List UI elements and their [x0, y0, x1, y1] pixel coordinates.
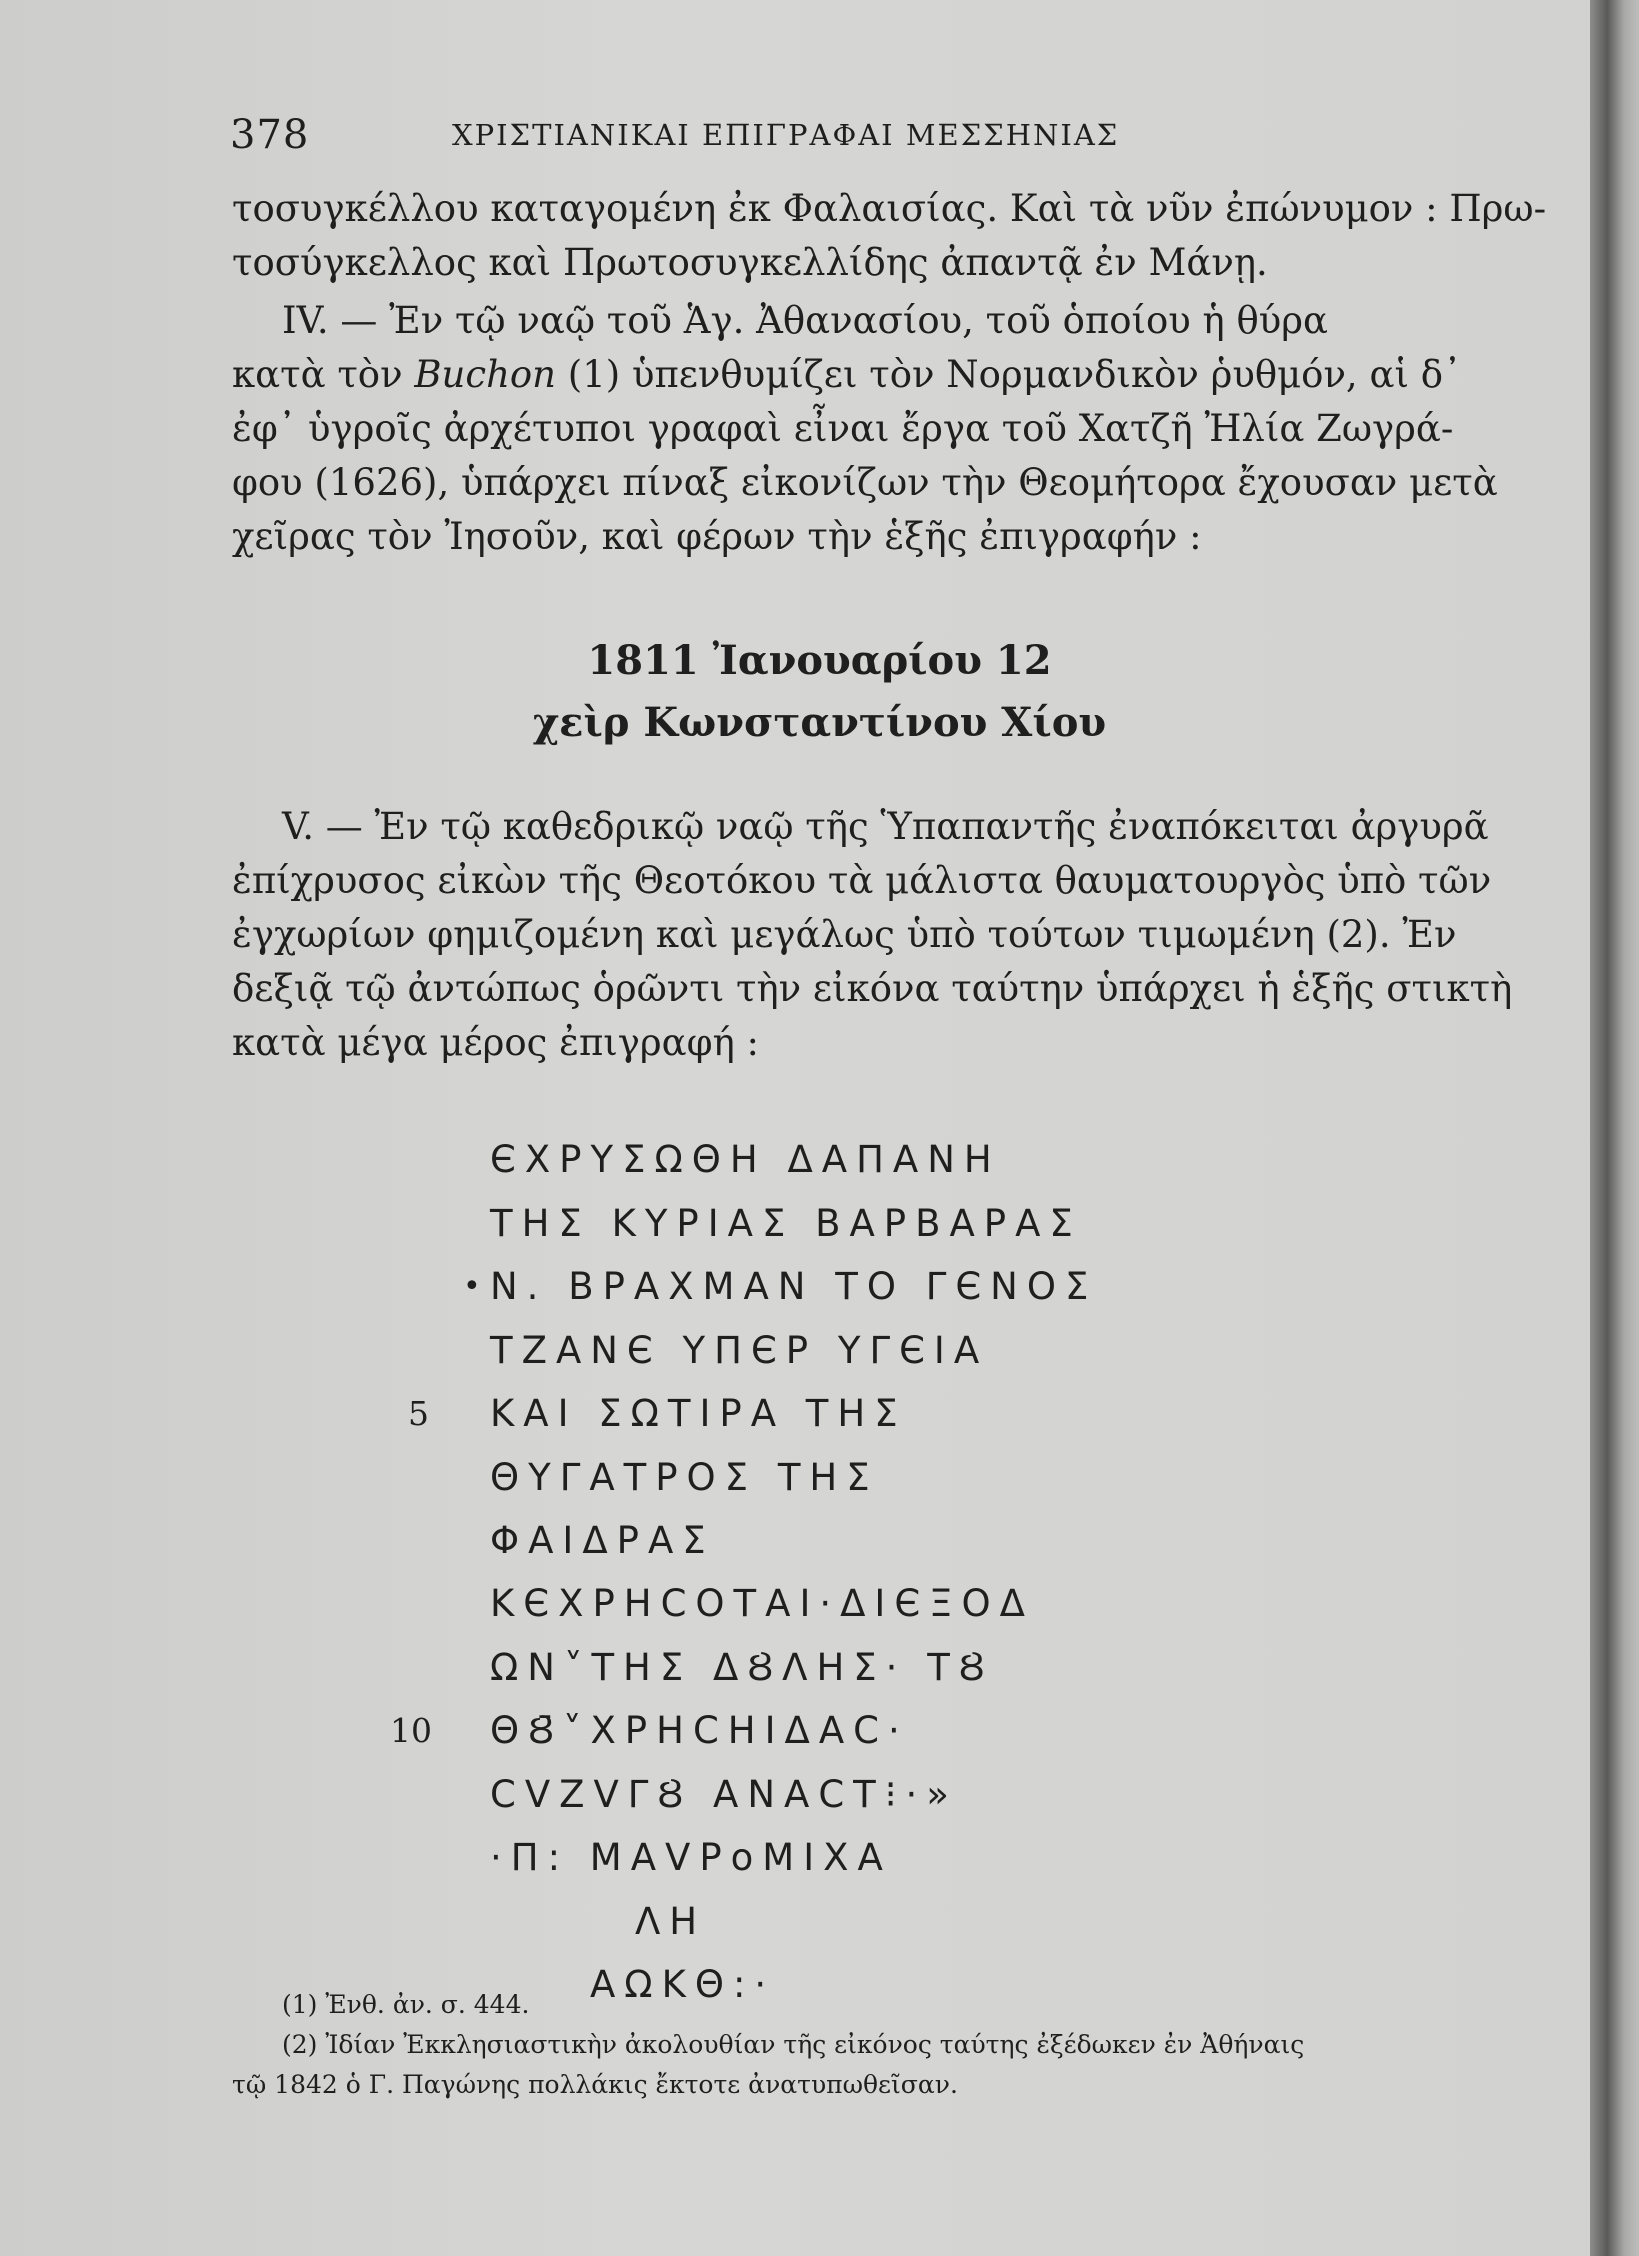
- inscription-text: ΘȢ̄˅ΧΡΗϹΗΙΔΑϹ·: [490, 1709, 909, 1752]
- text-line: IV. — Ἐν τῷ ναῷ τοῦ Ἁγ. Ἀθανασίου, τοῦ ὁποίου ἡ θύρα: [282, 299, 1328, 342]
- inscription-line-3: [463, 1255, 1098, 1319]
- line-number: 5: [408, 1394, 429, 1433]
- inscription-line-5: [408, 1382, 1097, 1446]
- inscription-line: ϹVΖVΓȢ ΑΝΑϹΤ⁝·»: [490, 1772, 958, 1816]
- inscription-text: ΚΑΙ ΣΩΤΙΡΑ ΤΗΣ: [490, 1392, 907, 1435]
- text-line: δεξιᾷ τῷ ἀντώπως ὁρῶντι τὴν εἰκόνα ταύτην ὑπάρχει ἡ ἑξῆς στικτὴ: [232, 967, 1513, 1010]
- inscription-text: Ν. ΒΡΑΧΜΑΝ ΤΟ ΓЄΝΟΣ: [490, 1265, 1098, 1308]
- text-line: [232, 348, 1462, 402]
- bullet-marker: •: [463, 1269, 481, 1304]
- text-line: ἐπίχρυσος εἰκὼν τῆς Θεοτόκου τὰ μάλιστα θαυματουργὸς ὑπὸ τῶν: [232, 859, 1492, 902]
- epigraph-line: 1811 Ἰανουαρίου 12: [587, 637, 1052, 684]
- line-number: 10: [390, 1711, 432, 1750]
- epigraph: [232, 630, 1407, 754]
- epigraph-line: χεὶρ Κωνσταντίνου Χίου: [532, 699, 1107, 746]
- inscription-line: ΩΝ˅ΤΗΣ ΔȢΛΗΣ· ΤȢ: [490, 1645, 994, 1689]
- inscription-block-1: [408, 1128, 1098, 1573]
- inscription-line: ЄΧΡΥΣΩΘΗ ΔΑΠΑΝΗ: [490, 1138, 1001, 1181]
- text-line: V. — Ἐν τῷ καθεδρικῷ ναῷ τῆς Ὑπαπαντῆς ἐναπόκειται ἀργυρᾶ: [282, 805, 1489, 848]
- footnote-2-line: τῷ 1842 ὁ Γ. Παγώνης πολλάκις ἔκτοτε ἀνατυπωθεῖσαν.: [232, 2070, 958, 2099]
- text-line: τοσυγκέλλου καταγομένη ἐκ Φαλαισίας. Καὶ τὰ νῦν ἐπώνυμον : Πρω-: [232, 187, 1547, 230]
- footnotes: [232, 1985, 1412, 2105]
- text-line: χεῖρας τὸν Ἰησοῦν, καὶ φέρων τὴν ἑξῆς ἐπιγραφήν :: [232, 515, 1202, 558]
- inscription-line: ΤΗΣ ΚΥΡΙΑΣ ΒΑΡΒΑΡΑΣ: [490, 1201, 1082, 1245]
- inscription-line: ΛΗ: [635, 1899, 707, 1943]
- inscription-line-10: [390, 1699, 1034, 1763]
- page-number: 378: [230, 112, 310, 158]
- inscription-line: ΚЄΧΡΗϹΟΤΑΙ·ΔΙЄΞΟΔ: [490, 1582, 1034, 1625]
- inscription-line: ΤΖΑΝЄ ΥΠЄΡ ΥΓЄΙΑ: [490, 1328, 989, 1372]
- inscription-line: ΦΑΙΔΡΑΣ: [490, 1519, 715, 1562]
- text-line: φου (1626), ὑπάρχει πίναξ εἰκονίζων τὴν Θεομήτορα ἔχουσαν μετὰ: [232, 461, 1498, 504]
- paragraph-v: [232, 800, 1513, 1070]
- book-gutter-edge: [1590, 0, 1639, 2256]
- text-fragment: κατὰ τὸν: [232, 353, 415, 396]
- paragraph-continuation: [232, 182, 1547, 290]
- text-line: κατὰ μέγα μέρος ἐπιγραφή :: [232, 1021, 759, 1064]
- inscription-line: ΘΥΓΑΤΡΟΣ ΤΗΣ: [490, 1455, 879, 1499]
- running-title: ΧΡΙΣΤΙΑΝΙΚΑΙ ΕΠΙΓΡΑΦΑΙ ΜΕΣΣΗΝΙΑΣ: [452, 118, 1120, 152]
- author-name: Buchon: [414, 353, 557, 396]
- text-line: ἐγχωρίων φημιζομένη καὶ μεγάλως ὑπὸ τούτων τιμωμένη (2). Ἐν: [232, 913, 1457, 956]
- paragraph-iv: [232, 294, 1498, 564]
- inscription-line: ΑΩΚΘ:·: [590, 1963, 776, 2006]
- text-fragment: (1) ὑπενθυμίζει τὸν Νορμανδικὸν ῥυθμόν, αἱ δ᾽: [556, 353, 1462, 396]
- text-line: τοσύγκελλος καὶ Πρωτοσυγκελλίδης ἀπαντᾷ ἐν Μάνῃ.: [232, 241, 1268, 284]
- text-line: ἐφ᾽ ὑγροῖς ἀρχέτυποι γραφαὶ εἶναι ἔργα τοῦ Χατζῆ Ἠλία Ζωγρά-: [232, 407, 1454, 450]
- page-header: [230, 112, 1410, 162]
- footnote-1: (1) Ἐνθ. ἀν. σ. 444.: [282, 1990, 530, 2019]
- inscription-line: ·Π: ΜΑVΡοΜΙΧΑ: [490, 1836, 892, 1879]
- footnote-2-line: (2) Ἰδίαν Ἐκκλησιαστικὴν ἀκολουθίαν τῆς εἰκόνος ταύτης ἐξέδωκεν ἐν Ἀθήναις: [282, 2030, 1305, 2059]
